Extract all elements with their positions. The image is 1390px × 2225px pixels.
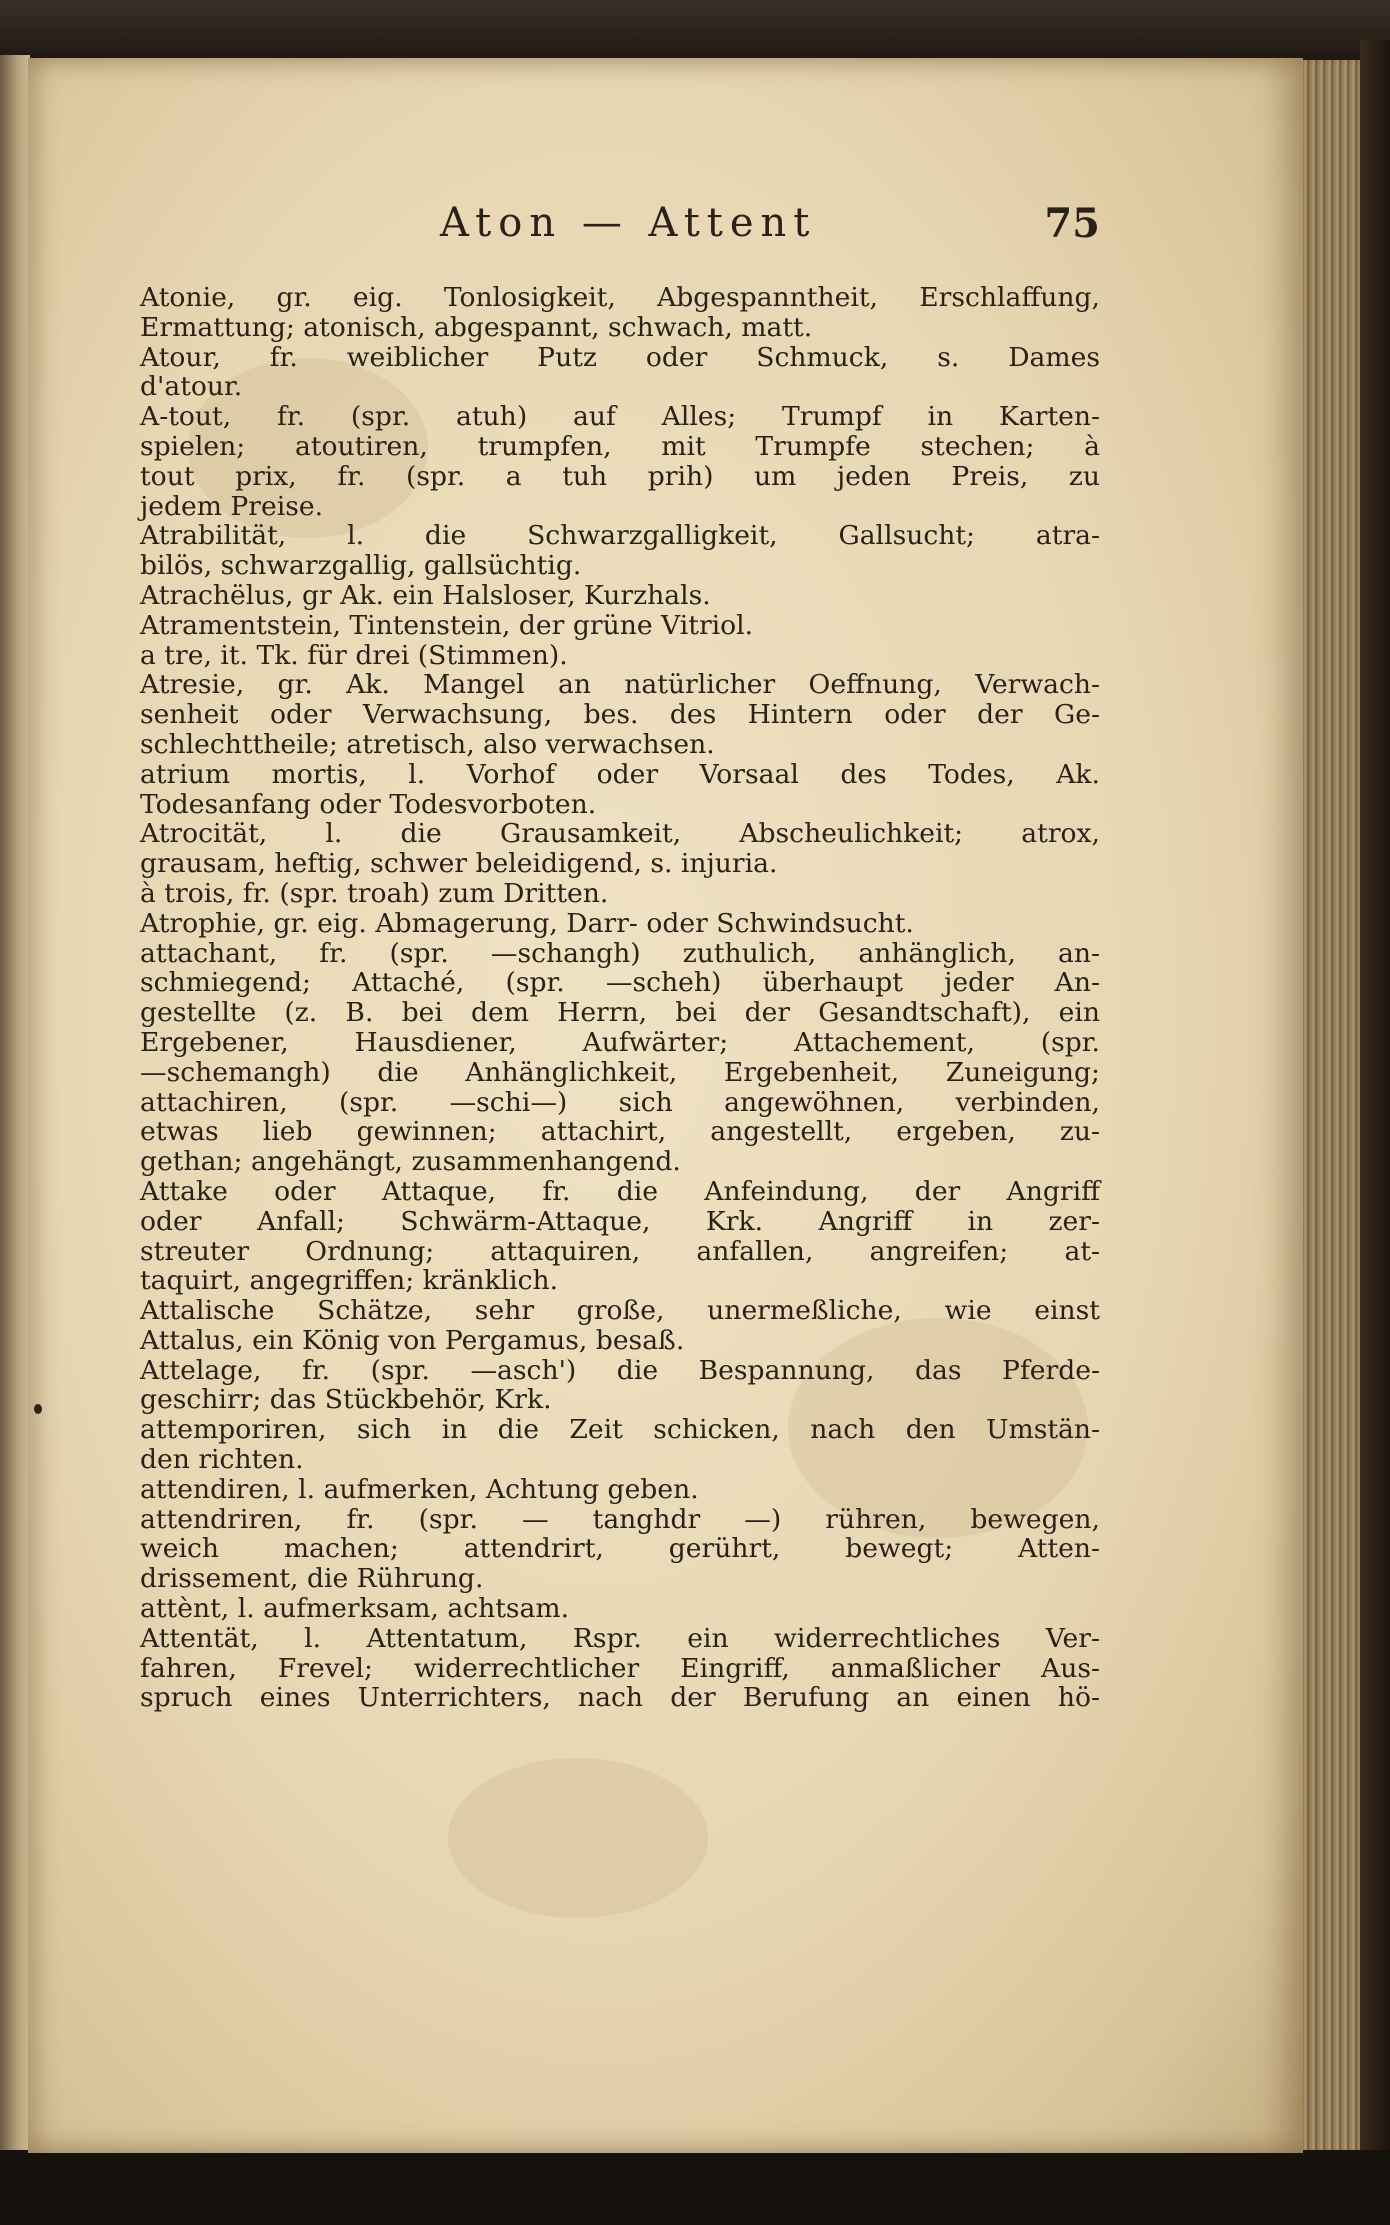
- text-line: Atresie, gr. Ak. Mangel an natürlicher Oeffnung, Verwach-: [140, 669, 1100, 701]
- text-line: Atrocität, l. die Grausamkeit, Abscheulichkeit; atrox,: [140, 818, 1100, 850]
- text-line: taquirt, angegriffen; kränklich.: [140, 1265, 559, 1297]
- text-line: —schemangh) die Anhänglichkeit, Ergebenheit, Zuneigung;: [140, 1056, 1100, 1088]
- text-line: Atrabilität, l. die Schwarzgalligkeit, Gallsucht; atra-: [140, 520, 1100, 552]
- text-line: Ergebener, Hausdiener, Aufwärter; Attachement, (spr.: [140, 1026, 1100, 1058]
- text-line: weich machen; attendrirt, gerührt, bewegt; Atten-: [140, 1533, 1100, 1565]
- text-line: schlechttheile; atretisch, also verwachsen.: [140, 728, 715, 760]
- facing-page-edge: [0, 55, 30, 2165]
- text-line: jedem Preise.: [140, 490, 324, 522]
- text-line: attemporiren, sich in die Zeit schicken, nach den Umstän-: [140, 1414, 1100, 1446]
- text-line: Attelage, fr. (spr. —asch') die Bespannung, das Pferde-: [140, 1354, 1100, 1386]
- text-line: fahren, Frevel; widerrechtlicher Eingriff, anmaßlicher Aus-: [140, 1652, 1100, 1684]
- text-line: geschirr; das Stückbehör, Krk.: [140, 1384, 552, 1416]
- text-line: attachiren, (spr. —schi—) sich angewöhnen, verbinden,: [140, 1086, 1100, 1118]
- text-line: Atour, fr. weiblicher Putz oder Schmuck, s. Dames: [140, 341, 1100, 373]
- text-line: attènt, l. aufmerksam, achtsam.: [140, 1593, 570, 1625]
- text-line: attendiren, l. aufmerken, Achtung geben.: [140, 1473, 699, 1505]
- text-line: attendriren, fr. (spr. — tanghdr —) rühren, bewegen,: [140, 1503, 1100, 1535]
- text-line: attachant, fr. (spr. —schangh) zuthulich, anhänglich, an-: [140, 937, 1100, 969]
- ink-dot: [34, 1404, 42, 1414]
- text-line: A-tout, fr. (spr. atuh) auf Alles; Trumpf in Karten-: [140, 401, 1100, 433]
- text-line: tout prix, fr. (spr. a tuh prih) um jeden Preis, zu: [140, 460, 1100, 492]
- text-line: drissement, die Rührung.: [140, 1563, 484, 1595]
- text-line: Atonie, gr. eig. Tonlosigkeit, Abgespanntheit, Erschlaffung,: [140, 282, 1100, 313]
- text-line: gestellte (z. B. bei dem Herrn, bei der Gesandtschaft), ein: [140, 997, 1100, 1029]
- text-line: Atrophie, gr. eig. Abmagerung, Darr- oder Schwindsucht.: [140, 907, 914, 939]
- text-line: Attalische Schätze, sehr große, unermeßliche, wie einst: [140, 1295, 1100, 1327]
- text-line: Todesanfang oder Todesvorboten.: [140, 788, 597, 820]
- text-line: etwas lieb gewinnen; attachirt, angestellt, ergeben, zu-: [140, 1116, 1100, 1148]
- text-line: schmiegend; Attaché, (spr. —scheh) überhaupt jeder An-: [140, 967, 1100, 999]
- running-head: Aton — Attent: [440, 200, 817, 246]
- book-binding: [1360, 40, 1390, 2170]
- page-number: 75: [1044, 200, 1100, 247]
- text-line: gethan; angehängt, zusammenhangend.: [140, 1146, 681, 1178]
- text-line: atrium mortis, l. Vorhof oder Vorsaal des Todes, Ak.: [140, 758, 1100, 790]
- text-line: Atramentstein, Tintenstein, der grüne Vitriol.: [140, 609, 754, 641]
- text-line: d'atour.: [140, 371, 243, 403]
- text-line: grausam, heftig, schwer beleidigend, s. injuria.: [140, 848, 778, 880]
- book-cover-bottom: [0, 2150, 1390, 2225]
- text-line: Ermattung; atonisch, abgespannt, schwach, matt.: [140, 311, 813, 343]
- text-line: spruch eines Unterrichters, nach der Berufung an einen hö-: [140, 1682, 1100, 1714]
- text-line: senheit oder Verwachsung, bes. des Hintern oder der Ge-: [140, 699, 1100, 731]
- text-line: a tre, it. Tk. für drei (Stimmen).: [140, 639, 568, 671]
- text-line: oder Anfall; Schwärm-Attaque, Krk. Angriff in zer-: [140, 1205, 1100, 1237]
- text-line: Atrachëlus, gr Ak. ein Halsloser, Kurzhals.: [140, 579, 711, 611]
- dictionary-text: [140, 283, 1100, 1973]
- book-cover-top: [0, 0, 1390, 62]
- text-line: spielen; atoutiren, trumpfen, mit Trumpfe stechen; à: [140, 430, 1100, 462]
- text-line: Attalus, ein König von Pergamus, besaß.: [140, 1324, 685, 1356]
- text-line: den richten.: [140, 1444, 304, 1476]
- text-line: Attake oder Attaque, fr. die Anfeindung, der Angriff: [140, 1175, 1100, 1207]
- text-line: bilös, schwarzgallig, gallsüchtig.: [140, 550, 582, 582]
- text-line: à trois, fr. (spr. troah) zum Dritten.: [140, 877, 609, 909]
- page-header: [140, 200, 1100, 260]
- text-line: streuter Ordnung; attaquiren, anfallen, angreifen; at-: [140, 1235, 1100, 1267]
- text-line: Attentät, l. Attentatum, Rspr. ein widerrechtliches Ver-: [140, 1622, 1100, 1654]
